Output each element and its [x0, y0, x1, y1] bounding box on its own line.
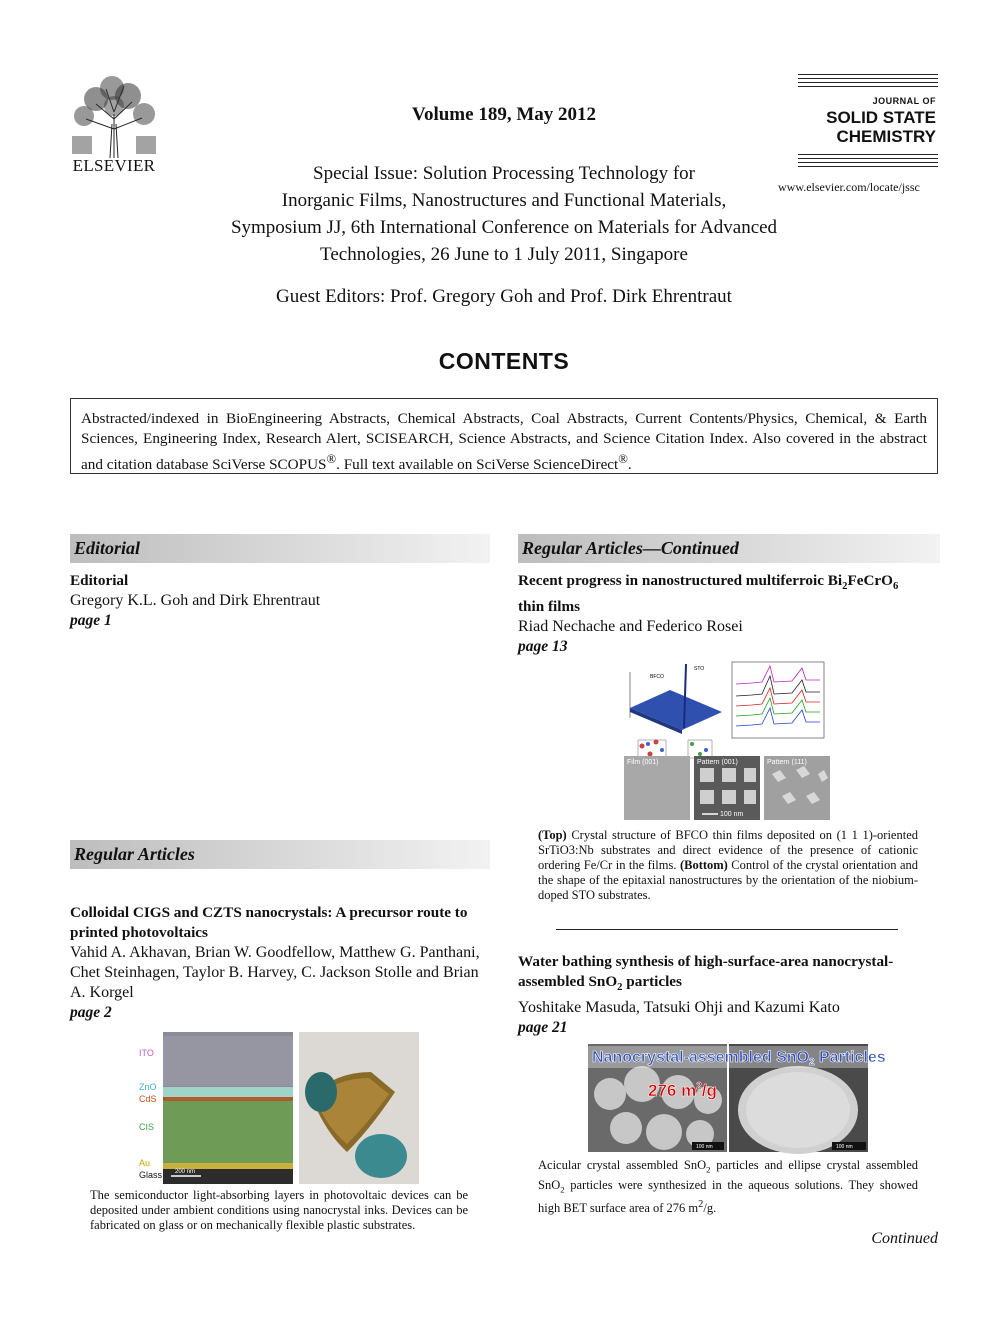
- panel-label: Pattern (111): [767, 759, 807, 766]
- layer-label-cds: CdS: [139, 1094, 157, 1104]
- sno2-scale-label: 100 nm: [696, 1144, 713, 1150]
- figure-bfco: [622, 658, 906, 822]
- journal-logo-name: [826, 108, 936, 146]
- title-sub: 2: [842, 581, 848, 593]
- contents-title: CONTENTS: [438, 348, 570, 374]
- caption-bfco: [538, 828, 918, 903]
- special-issue-line: Inorganic Films, Nanostructures and Functional Materials,: [281, 190, 727, 211]
- article-authors: Vahid A. Akhavan, Brian W. Goodfellow, Matthew G. Panthani, Chet Steinhagen, Taylor B. Harvey, C. Jackson Stolle and Brian A. Korgel: [70, 944, 480, 1001]
- article-authors: Gregory K.L. Goh and Dirk Ehrentraut: [70, 592, 321, 609]
- caption-label: (Top): [538, 828, 567, 842]
- special-issue-title: [180, 160, 828, 268]
- continued-label: Continued: [871, 1230, 938, 1247]
- logo-rules-bottom: [798, 154, 938, 170]
- sno2-banner-sub: 2: [808, 1057, 815, 1068]
- publisher-name: ELSEVIER: [72, 156, 156, 175]
- figure-cigs: [135, 1032, 419, 1184]
- caption-text: particles and ellipse crystal assembled SnO: [538, 1158, 918, 1192]
- logo-rules-top: [798, 74, 938, 90]
- bfco-annotation: STO: [694, 666, 705, 672]
- caption-text: Acicular crystal assembled SnO: [538, 1158, 707, 1172]
- sno2-banner-part: Particles: [814, 1049, 886, 1066]
- volume-line: Volume 189, May 2012: [411, 104, 597, 125]
- panel-label: Pattern (001): [697, 759, 738, 766]
- caption-text: Crystal structure of BFCO thin films deposited on (1 1 1)-oriented SrTiO3:Nb substrates and direct evidence of the presence of cationic ordering Fe/Cr in the films.: [538, 828, 918, 872]
- article-sno2[interactable]: [518, 952, 928, 1038]
- title-part: Water bathing synthesis of high-surface-area nanocrystal-assembled SnO: [518, 953, 894, 990]
- sno2-area-part: /g: [701, 1081, 717, 1100]
- special-issue-line: Technologies, 26 June to 1 July 2011, Singapore: [320, 244, 688, 265]
- bfco-scale-label: 100 nm: [720, 811, 744, 818]
- journal-logo-line2: SOLID STATE: [826, 108, 936, 127]
- bfco-figure-graphic: [622, 658, 906, 822]
- journal-logo-line3: CHEMISTRY: [836, 127, 936, 146]
- title-part: thin films: [518, 598, 581, 616]
- layer-label-zno: ZnO: [139, 1082, 157, 1092]
- title-sub: 6: [892, 581, 899, 593]
- layer-label-cis: CIS: [139, 1122, 155, 1132]
- bfco-annotation: BFCO: [650, 674, 664, 680]
- section-editorial: Editorial: [70, 534, 490, 563]
- caption-sub: 2: [706, 1164, 711, 1175]
- article-page[interactable]: page 13: [518, 638, 568, 656]
- sno2-area-part: 276 m: [648, 1081, 697, 1100]
- sno2-banner: [592, 1049, 886, 1068]
- caption-cigs: The semiconductor light-absorbing layers in photovoltaic devices can be deposited under ambient conditions using nanocrystal inks. Devices can be fabricated on glass or on mechanically flexible plastic substrates.: [90, 1188, 468, 1232]
- layer-label-au: Au: [139, 1158, 151, 1168]
- journal-logo: [798, 74, 940, 194]
- title-part: Recent progress in nanostructured multiferroic Bi: [518, 572, 843, 589]
- panel-label: Film (001): [627, 759, 659, 766]
- divider: [556, 929, 898, 930]
- title-sub: 2: [617, 982, 623, 994]
- abstracted-text: .: [627, 456, 632, 474]
- article-page[interactable]: page 1: [70, 612, 112, 629]
- article-bfco[interactable]: [518, 571, 928, 657]
- registered-mark: ®: [326, 452, 337, 466]
- sno2-figure-graphic: [588, 1044, 886, 1152]
- sno2-scale-label: 100 nm: [836, 1144, 853, 1150]
- article-authors: Riad Nechache and Federico Rosei: [518, 618, 743, 636]
- caption-text: /g.: [703, 1201, 717, 1216]
- layer-label-glass: Glass: [139, 1170, 163, 1180]
- article-cigs[interactable]: [70, 903, 490, 1023]
- journal-url[interactable]: www.elsevier.com/locate/jssc: [778, 180, 920, 194]
- sno2-area-label: [648, 1081, 717, 1100]
- abstracted-box: [70, 398, 938, 474]
- sno2-banner-part: Nanocrystal-assembled SnO: [592, 1049, 809, 1066]
- layer-label-ito: ITO: [139, 1048, 154, 1058]
- article-title[interactable]: Colloidal CIGS and CZTS nanocrystals: A precursor route to printed photovoltaics: [70, 904, 468, 941]
- guest-editors: Guest Editors: Prof. Gregory Goh and Prof. Dirk Ehrentraut: [276, 286, 732, 307]
- title-part: particles: [622, 973, 682, 990]
- section-regular-continued: Regular Articles—Continued: [518, 534, 940, 563]
- abstracted-text: Abstracted/indexed in BioEngineering Abstracts, Chemical Abstracts, Coal Abstracts, Current Contents/Physics, Chemical, & Earth Sciences, Engineering Index, Research Alert, SCISEARCH, Science Abstracts, and Science Citation Index. Also covered in the abstract and citation database SciVerse SCOPUS: [81, 410, 927, 474]
- caption-sno2: [538, 1158, 918, 1216]
- journal-logo-line1: JOURNAL OF: [872, 96, 936, 106]
- caption-sup: 2: [698, 1199, 704, 1210]
- cigs-scale-label: 200 nm: [175, 1169, 196, 1175]
- article-page[interactable]: page 21: [518, 1019, 568, 1037]
- special-issue-line: Symposium JJ, 6th International Conference on Materials for Advanced: [230, 217, 778, 238]
- article-title[interactable]: Editorial: [70, 572, 129, 589]
- special-issue-line: Special Issue: Solution Processing Technology for: [313, 163, 695, 184]
- figure-sno2: [588, 1044, 886, 1152]
- caption-text: Control of the crystal orientation and the shape of the epitaxial nanostructures by the orientation of the niobium-doped STO substrates.: [538, 858, 918, 902]
- article-editorial[interactable]: [70, 571, 490, 631]
- registered-mark: ®: [618, 452, 628, 466]
- caption-text: particles were synthesized in the aqueous solutions. They showed high BET surface area of 276 m: [538, 1177, 918, 1216]
- cigs-figure-graphic: [135, 1032, 419, 1184]
- article-title[interactable]: [518, 571, 928, 617]
- article-title[interactable]: [518, 952, 928, 998]
- elsevier-logo: [66, 74, 162, 178]
- article-authors: Yoshitake Masuda, Tatsuki Ohji and Kazumi Kato: [518, 999, 840, 1017]
- abstracted-text: . Full text available on SciVerse ScienceDirect: [336, 456, 619, 474]
- title-part: FeCrO: [847, 572, 893, 589]
- caption-label: (Bottom): [679, 858, 728, 872]
- article-page[interactable]: page 2: [70, 1004, 112, 1021]
- section-regular-articles: Regular Articles: [70, 840, 490, 869]
- sno2-area-sup: 2: [696, 1081, 702, 1092]
- caption-sub: 2: [560, 1184, 565, 1194]
